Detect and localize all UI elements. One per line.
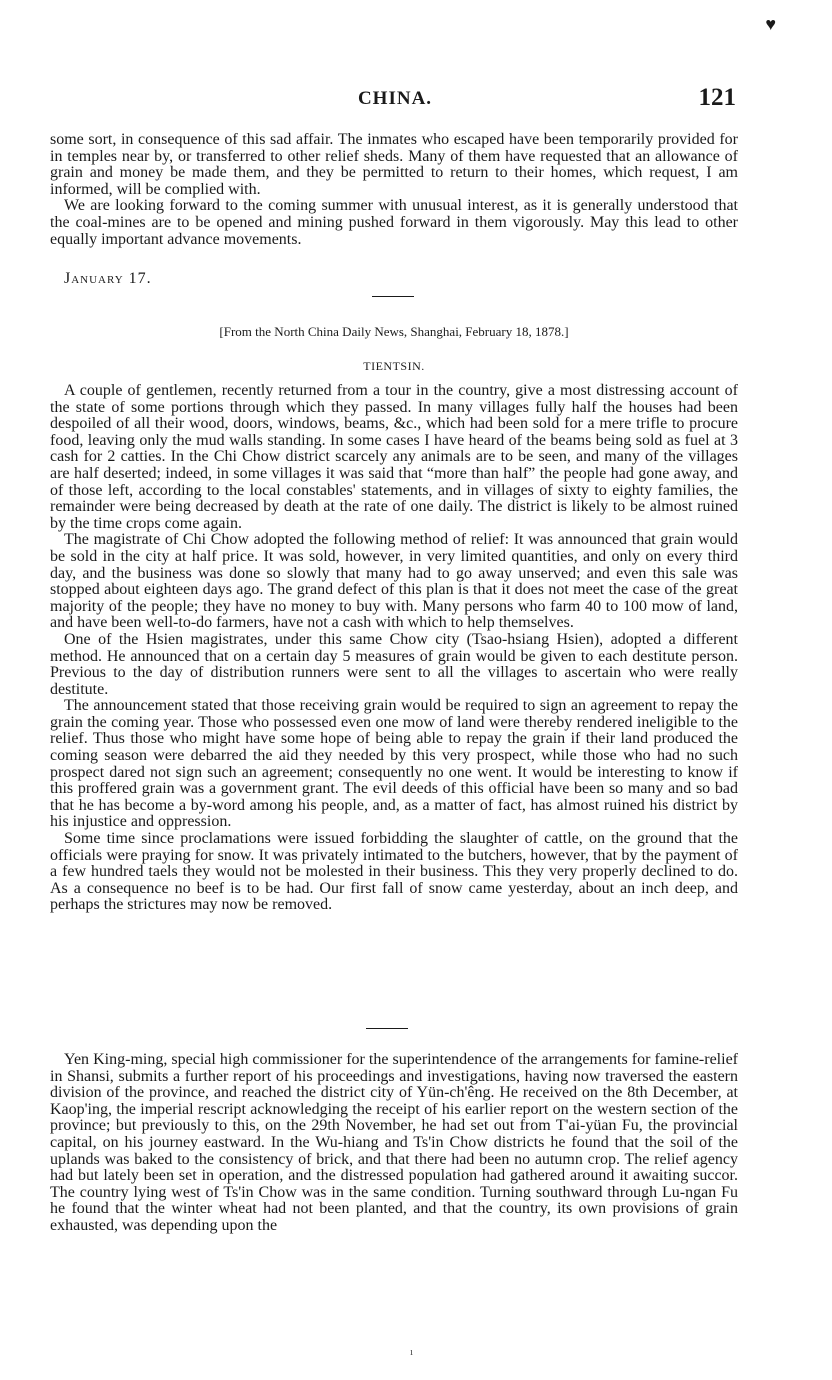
paragraph: some sort, in consequence of this sad affair. The inmates who escaped have been temporarily provided for in temples near by, or transferred to other relief sheds. Many of them have requested that an allowance of grain and money be made them, and they be permitted to return to their homes, which request, I am informed, will be complied with.: [50, 131, 738, 198]
dateline: January 17.: [64, 270, 152, 287]
paragraph: Some time since proclamations were issued forbidding the slaughter of cattle, on the ground that the officials were praying for snow. It was privately intimated to the butchers, however, that by the payment of a few hundred taels they would not be molested in their business. This they very properly declined to do. As a consequence no beef is to be had. Our first fall of snow came yesterday, about an inch deep, and perhaps the strictures may now be removed.: [50, 830, 738, 914]
tientsin-section: [50, 383, 738, 914]
footer-mark: ı: [410, 1346, 414, 1358]
top-section: [50, 132, 738, 248]
page-number: 121: [698, 84, 736, 111]
paragraph: A couple of gentlemen, recently returned from a tour in the country, give a most distressing account of the state of some portions through which they passed. In many villages fully half the houses had been despoiled of all their wood, doors, windows, beams, &c., which had been sold for a mere trifle to procure food, leaving only the mud walls standing. In some cases I have heard of the beams being sold as fuel at 3 cash for 2 catties. In the Chi Chow district scarcely any animals are to be seen, and many of the villages are half deserted; indeed, in some villages it was said that “more than half” the people had gone away, and of those left, according to the local constables' statements, and in villages of sixty to eighty families, the remainder were being decreased by death at the rate of one daily. The district is likely to be almost ruined by the time crops come again.: [50, 382, 738, 532]
paragraph: Yen King-ming, special high commissioner for the superintendence of the arrangements for famine-relief in Shansi, submits a further report of his proceedings and investigations, having now traversed the eastern division of the province, and reached the district city of Yün-ch'êng. He received on the 8th December, at Kaop'ing, the imperial rescript acknowledging the receipt of his earlier report on the western section of the province; but previously to this, on the 29th November, he had set out from T'ai-yüan Fu, the provincial capital, on his journey eastward. In the Wu-hiang and Ts'in Chow districts he found that the soil of the uplands was baked to the consistency of brick, and that there had been no autumn crop. The relief agency had but lately been set in operation, and the distressed population had gathered around it awaiting succor. The country lying west of Ts'in Chow was in the same condition. Turning southward through Lu-ngan Fu he found that the winter wheat had not been planted, and that the country, its own provisions of grain exhausted, was depending upon the: [50, 1051, 738, 1234]
corner-mark: ♥: [765, 14, 776, 34]
section-divider: [372, 296, 414, 297]
section-divider: [366, 1028, 408, 1029]
source-line: [From the North China Daily News, Shanghai, February 18, 1878.]: [219, 324, 569, 339]
paragraph: The announcement stated that those receiving grain would be required to sign an agreement to repay the grain the coming year. Those who possessed even one mow of land were thereby rendered ineligible to the relief. Thus those who might have some hope of being able to repay the grain if their land produced the coming season were debarred the aid they needed by this very prospect, while those who had no such prospect dared not sign such an agreement; consequently no one went. It would be interesting to know if this proffered grain was a government grant. The evil deeds of this official have been so many and so bad that he has become a by-word among his people, and, as a matter of fact, has almost ruined his district by his injustice and oppression.: [50, 697, 738, 831]
running-title: CHINA.: [357, 88, 433, 109]
yen-section: [50, 1052, 738, 1235]
running-head: [50, 84, 740, 118]
paragraph: One of the Hsien magistrates, under this same Chow city (Tsao-hsiang Hsien), adopted a different method. He announced that on a certain day 5 measures of grain would be given to each destitute person. Previous to the day of distribution runners were sent to all the villages to ascertain who were really destitute.: [50, 630, 738, 698]
section-heading: TIENTSIN.: [363, 359, 425, 373]
paragraph: We are looking forward to the coming summer with unusual interest, as it is generally understood that the coal-mines are to be opened and mining pushed forward in them vigorously. May this lead to other equally important advance movements.: [50, 197, 738, 248]
paragraph: The magistrate of Chi Chow adopted the following method of relief: It was announced that grain would be sold in the city at half price. It was sold, however, in very limited quantities, and only on every third day, and the business was done so slowly that many had to go away unserved; and even this sale was stopped about eighteen days ago. The grand defect of this plan is that it does not meet the case of the great majority of the people; they have no money to buy with. Many persons who farm 40 to 100 mow of land, and have been well-to-do farmers, have not a cash with which to help themselves.: [50, 531, 738, 632]
